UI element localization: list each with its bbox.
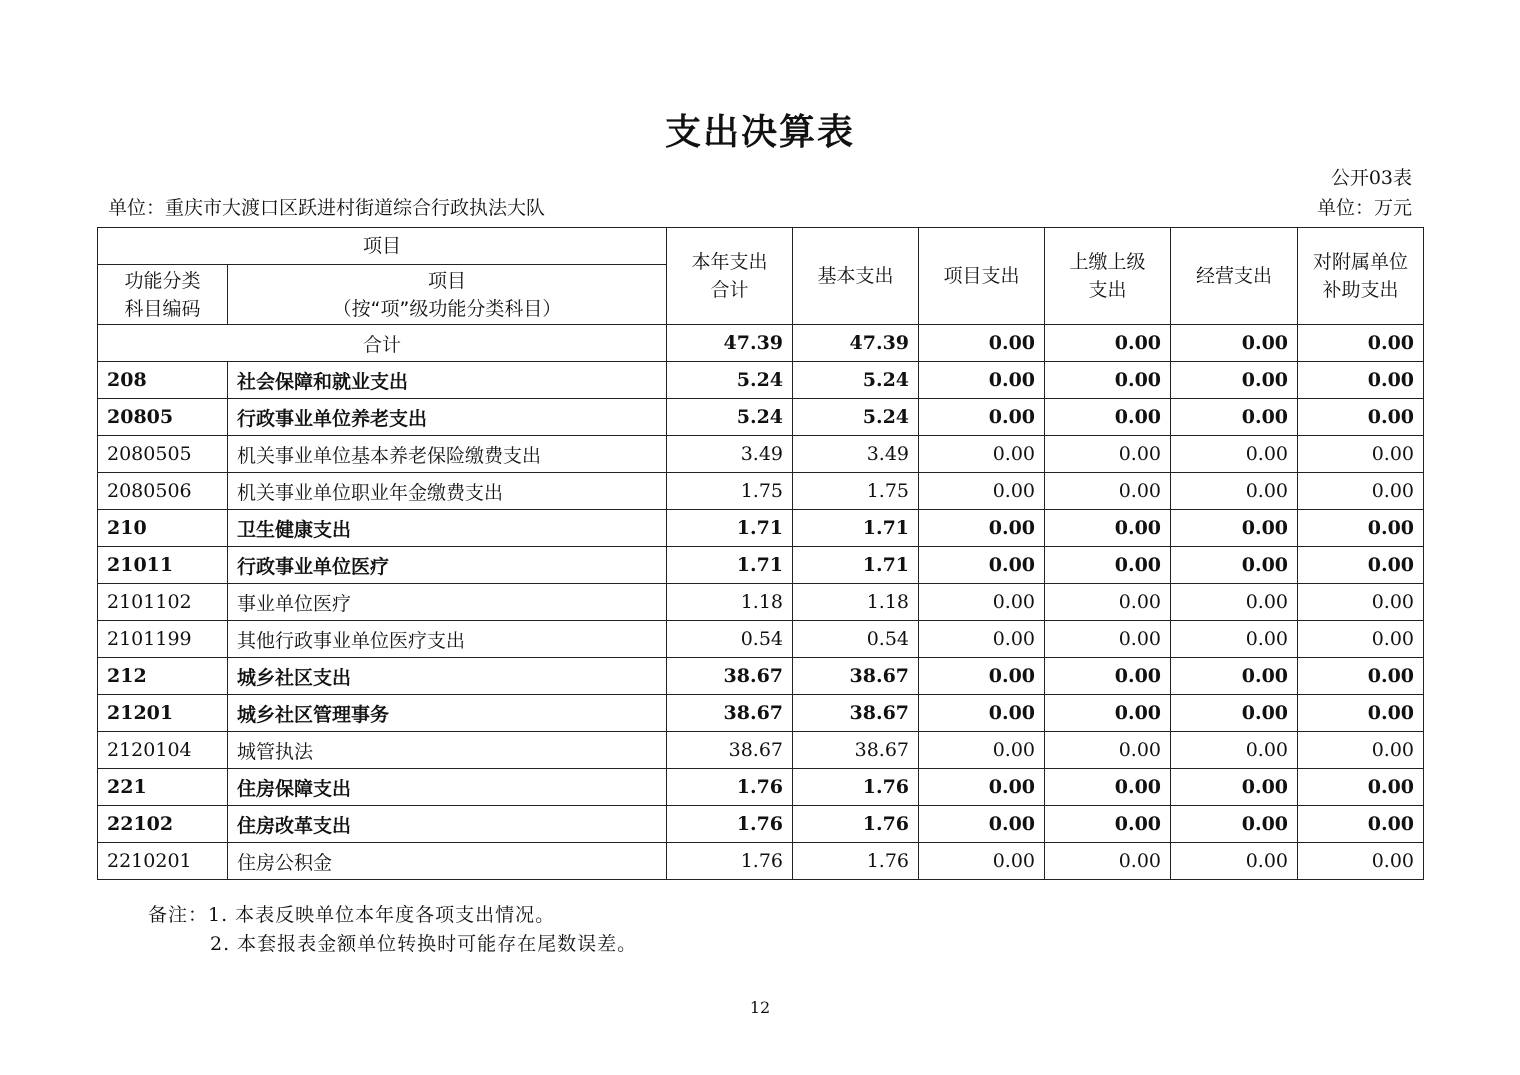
code-cell: 2210201 (98, 843, 228, 880)
code-cell: 208 (98, 362, 228, 399)
value-cell: 0.00 (1298, 584, 1424, 621)
code-cell: 21011 (98, 547, 228, 584)
value-cell: 3.49 (667, 436, 793, 473)
header-subsidy (1298, 228, 1424, 325)
code-cell: 21201 (98, 695, 228, 732)
total-cell: 0.00 (1298, 325, 1424, 362)
table-row (98, 399, 1424, 436)
value-cell: 0.00 (919, 510, 1045, 547)
header-total (667, 228, 793, 325)
name-cell: 机关事业单位基本养老保险缴费支出 (228, 436, 667, 473)
header-basic: 基本支出 (793, 228, 919, 325)
value-cell: 0.00 (1171, 769, 1298, 806)
value-cell: 0.00 (1298, 436, 1424, 473)
note-line-1: 备注：1. 本表反映单位本年度各项支出情况。 (148, 904, 556, 926)
total-row (98, 325, 1424, 362)
expenditure-table (97, 227, 1424, 880)
value-cell: 5.24 (793, 399, 919, 436)
value-cell: 0.00 (1298, 362, 1424, 399)
header-upper (1045, 228, 1171, 325)
table-row (98, 843, 1424, 880)
form-number: 公开03表 (1330, 167, 1412, 189)
code-cell: 212 (98, 658, 228, 695)
value-cell: 0.00 (919, 547, 1045, 584)
code-cell: 2080506 (98, 473, 228, 510)
value-cell: 0.00 (1171, 399, 1298, 436)
code-cell: 2101199 (98, 621, 228, 658)
value-cell: 0.00 (1298, 510, 1424, 547)
value-cell: 0.00 (1045, 732, 1171, 769)
value-cell: 0.54 (793, 621, 919, 658)
value-cell: 5.24 (667, 399, 793, 436)
value-cell: 1.76 (667, 806, 793, 843)
total-cell: 0.00 (919, 325, 1045, 362)
name-cell: 行政事业单位医疗 (228, 547, 667, 584)
value-cell: 0.00 (919, 584, 1045, 621)
value-cell: 0.00 (1045, 510, 1171, 547)
value-cell: 0.00 (1298, 695, 1424, 732)
value-cell: 5.24 (793, 362, 919, 399)
value-cell: 0.00 (1045, 473, 1171, 510)
value-cell: 1.76 (667, 843, 793, 880)
value-cell: 0.00 (1045, 769, 1171, 806)
value-cell: 0.00 (919, 658, 1045, 695)
value-cell: 0.00 (1171, 547, 1298, 584)
value-cell: 0.00 (919, 399, 1045, 436)
table-row (98, 510, 1424, 547)
table-row (98, 362, 1424, 399)
header-project: 项目 (98, 228, 667, 265)
total-label: 合计 (98, 325, 667, 362)
value-cell: 0.00 (1045, 806, 1171, 843)
header-subsidy-line2: 补助支出 (1322, 279, 1399, 301)
header-code (98, 265, 228, 325)
table-row (98, 621, 1424, 658)
code-cell: 210 (98, 510, 228, 547)
value-cell: 0.00 (1298, 399, 1424, 436)
header-total-line2: 合计 (710, 279, 749, 301)
value-cell: 0.00 (1298, 658, 1424, 695)
name-cell: 社会保障和就业支出 (228, 362, 667, 399)
value-cell: 0.00 (1171, 843, 1298, 880)
value-cell: 5.24 (667, 362, 793, 399)
header-name-line1: 项目 (428, 269, 467, 292)
code-cell: 2080505 (98, 436, 228, 473)
value-cell: 0.00 (919, 473, 1045, 510)
page-title: 支出决算表 (664, 112, 855, 153)
value-cell: 0.00 (1045, 621, 1171, 658)
total-cell: 0.00 (1171, 325, 1298, 362)
value-cell: 38.67 (667, 695, 793, 732)
value-cell: 0.00 (1045, 547, 1171, 584)
value-cell: 38.67 (667, 732, 793, 769)
currency-unit: 单位：万元 (1316, 197, 1412, 219)
value-cell: 1.76 (793, 843, 919, 880)
table-row (98, 732, 1424, 769)
value-cell: 0.00 (1045, 658, 1171, 695)
value-cell: 1.18 (793, 584, 919, 621)
value-cell: 0.00 (919, 732, 1045, 769)
name-cell: 卫生健康支出 (228, 510, 667, 547)
name-cell: 机关事业单位职业年金缴费支出 (228, 473, 667, 510)
name-cell: 城管执法 (228, 732, 667, 769)
total-cell: 47.39 (793, 325, 919, 362)
name-cell: 行政事业单位养老支出 (228, 399, 667, 436)
table-row (98, 473, 1424, 510)
name-cell: 住房改革支出 (228, 806, 667, 843)
header-subsidy-line1: 对附属单位 (1313, 251, 1409, 273)
reporting-unit: 单位：重庆市大渡口区跃进村街道综合行政执法大队 (108, 197, 546, 219)
header-total-line1: 本年支出 (691, 251, 768, 273)
value-cell: 0.00 (1171, 806, 1298, 843)
value-cell: 0.00 (1171, 695, 1298, 732)
value-cell: 1.76 (793, 806, 919, 843)
code-cell: 2120104 (98, 732, 228, 769)
table-row (98, 584, 1424, 621)
name-cell: 住房保障支出 (228, 769, 667, 806)
code-cell: 221 (98, 769, 228, 806)
page-number: 12 (749, 998, 771, 1017)
value-cell: 0.00 (1171, 732, 1298, 769)
value-cell: 1.71 (667, 547, 793, 584)
header-operating: 经营支出 (1171, 228, 1298, 325)
code-cell: 22102 (98, 806, 228, 843)
value-cell: 0.00 (1171, 621, 1298, 658)
value-cell: 0.00 (1298, 547, 1424, 584)
value-cell: 1.76 (793, 769, 919, 806)
total-cell: 47.39 (667, 325, 793, 362)
header-name (228, 265, 667, 325)
table-row (98, 769, 1424, 806)
value-cell: 1.71 (793, 547, 919, 584)
value-cell: 0.00 (1298, 806, 1424, 843)
value-cell: 0.00 (1298, 621, 1424, 658)
value-cell: 38.67 (793, 695, 919, 732)
name-cell: 其他行政事业单位医疗支出 (228, 621, 667, 658)
value-cell: 0.00 (1298, 732, 1424, 769)
header-name-line2: （按“项”级功能分类科目） (332, 297, 562, 320)
value-cell: 0.00 (919, 362, 1045, 399)
value-cell: 0.00 (919, 436, 1045, 473)
value-cell: 1.75 (793, 473, 919, 510)
header-upper-line2: 支出 (1088, 279, 1127, 301)
header-project-expense: 项目支出 (919, 228, 1045, 325)
value-cell: 0.00 (1298, 473, 1424, 510)
value-cell: 0.00 (1171, 658, 1298, 695)
value-cell: 38.67 (793, 732, 919, 769)
name-cell: 事业单位医疗 (228, 584, 667, 621)
value-cell: 0.00 (919, 806, 1045, 843)
value-cell: 0.00 (1045, 843, 1171, 880)
table-row (98, 547, 1424, 584)
name-cell: 城乡社区支出 (228, 658, 667, 695)
value-cell: 1.18 (667, 584, 793, 621)
value-cell: 38.67 (793, 658, 919, 695)
value-cell: 0.00 (1045, 362, 1171, 399)
note-line-2: 2. 本套报表金额单位转换时可能存在尾数误差。 (210, 933, 638, 955)
value-cell: 0.00 (1045, 399, 1171, 436)
value-cell: 1.71 (793, 510, 919, 547)
value-cell: 0.00 (1045, 695, 1171, 732)
table-row (98, 436, 1424, 473)
value-cell: 0.00 (919, 695, 1045, 732)
value-cell: 1.71 (667, 510, 793, 547)
header-code-line2: 科目编码 (124, 297, 201, 320)
value-cell: 0.00 (1171, 362, 1298, 399)
table-row (98, 658, 1424, 695)
code-cell: 2101102 (98, 584, 228, 621)
value-cell: 0.00 (919, 843, 1045, 880)
value-cell: 0.00 (1298, 843, 1424, 880)
table-row (98, 806, 1424, 843)
value-cell: 0.54 (667, 621, 793, 658)
value-cell: 0.00 (919, 621, 1045, 658)
notes (148, 901, 637, 959)
value-cell: 0.00 (1171, 510, 1298, 547)
value-cell: 0.00 (1171, 584, 1298, 621)
name-cell: 住房公积金 (228, 843, 667, 880)
header-upper-line1: 上缴上级 (1069, 251, 1146, 273)
value-cell: 0.00 (1171, 436, 1298, 473)
value-cell: 0.00 (1298, 769, 1424, 806)
header-code-line1: 功能分类 (124, 269, 201, 292)
value-cell: 0.00 (1045, 436, 1171, 473)
value-cell: 3.49 (793, 436, 919, 473)
value-cell: 0.00 (919, 769, 1045, 806)
value-cell: 1.76 (667, 769, 793, 806)
value-cell: 38.67 (667, 658, 793, 695)
name-cell: 城乡社区管理事务 (228, 695, 667, 732)
code-cell: 20805 (98, 399, 228, 436)
value-cell: 0.00 (1045, 584, 1171, 621)
value-cell: 0.00 (1171, 473, 1298, 510)
total-cell: 0.00 (1045, 325, 1171, 362)
table-row (98, 695, 1424, 732)
value-cell: 1.75 (667, 473, 793, 510)
